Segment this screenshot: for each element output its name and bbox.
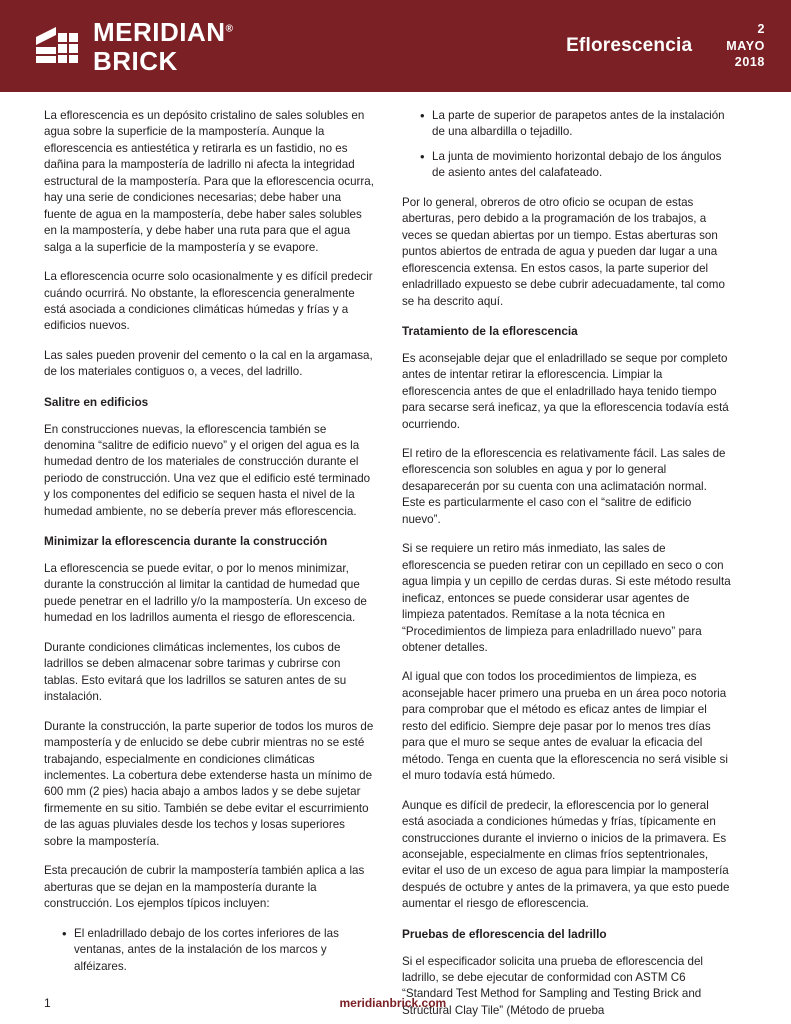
list-item: • El enladrillado debajo de los cortes inferiores de las ventanas, antes de la instalación de los marcos y alféizares. [62,926,374,975]
page-footer [0,982,791,1024]
brick-logo-icon [34,23,80,69]
paragraph: En construcciones nuevas, la eflorescencia también se denomina “salitre de edificio nuevo” y el origen del agua es la humedad dentro de los materiales de construcción durante el periodo de construcción. Una vez que el edificio esté terminado y los componentes del edificio se sequen hasta el nivel de la humedad ambiente, no se debería prever más eflorescencia. [44,422,371,518]
list-item: • La junta de movimiento horizontal debajo de los ángulos de asiento antes del calafateado. [420,149,732,182]
paragraph: Si se requiere un retiro más inmediato, las sales de eflorescencia se pueden retirar con un cepillado en seco o con agua limpia y un cepillo de cerdas duras. Si este método resulta ineficaz, entonces se puede considerar usar agentes de limpieza patentados. Remítase a la nota técnica en “Procedimientos de limpieza para enladrillado nuevo” para obtener detalles. [402,542,731,654]
issue-month: MAYO [726,38,765,53]
paragraph: La eflorescencia ocurre solo ocasionalmente y es difícil predecir cuándo ocurrirá. No obstante, la eflorescencia generalmente está asociada a condiciones climáticas húmedas y frías y a edificios nuevos. [44,270,373,333]
section-heading: Minimizar la eflorescencia durante la construcción [44,534,328,549]
paragraph: La eflorescencia es un depósito cristalino de sales solubles en agua sobre la superficie de la mampostería. Aunque la eflorescencia es antiestética y retirarla es un fastidio, no es dañina para la mampostería de ladrillo ni afecta la integridad estructural de la mampostería. Para que la eflorescencia ocurra, hay una serie de condiciones necesarias; debe haber una fuente de agua en la mampostería, debe haber sales solubles en la mampostería, y debe haber una ruta para que el agua salga a la superficie de la mampostería y se evapore. [44,109,374,254]
paragraph: Es aconsejable dejar que el enladrillado se seque por completo antes de intentar retirar la eflorescencia. Limpiar la eflorescencia antes de que el enladrillado haya tenido tiempo para secarse será ineficaz, ya que la eflorescencia todavía está ocurriendo. [402,351,729,431]
registered-trademark-icon: ® [225,22,234,34]
paragraph: El retiro de la eflorescencia es relativamente fácil. Las sales de eflorescencia son solubles en agua y por lo general desaparecerán por su cuenta con una aclimatación normal. Este es particularmente el caso con el “salitre de edificio nuevo”. [402,447,726,526]
bullet-list [402,108,732,182]
paragraph: Por lo general, obreros de otro oficio se ocupan de estas aberturas, pero debido a la programación de los trabajos, a veces se quedan abiertas por un tiempo. Estas aberturas son puntos abiertos de entrada de agua y pueden dar lugar a una eflorescencia extensa. En estos casos, la parte superior del enladrillado expuesto se debe cubrir adecuadamente, tal como se ha descrito aquí. [402,195,725,308]
brand-logo [34,16,234,76]
paragraph: Esta precaución de cubrir la mampostería también aplica a las aberturas que se dejan en la mampostería durante la construcción. Los ejemplos típicos incluyen: [44,864,365,911]
right-column [402,108,732,1017]
issue-info [726,21,765,71]
paragraph: Al igual que con todos los procedimientos de limpieza, es aconsejable hacer primero una prueba en un área poco notoria para comprobar que el método es eficaz antes de limpiar el resto del edificio. Siempre deje pasar por lo menos tres días para que el muro se seque antes de evaluar la eficacia del método. Tenga en cuenta que la eflorescencia no será visible si el muro todavía está húmedo. [402,670,728,783]
brand-line2-text: BRICK [93,45,178,76]
section-heading: Pruebas de eflorescencia del ladrillo [402,926,607,941]
page-number: 1 [44,996,51,1010]
paragraph: Aunque es difícil de predecir, la eflorescencia por lo general está asociada a condiciones húmedas y frías, típicamente en construcciones durante el invierno o inicios de la primavera. Es aconsejable, especialmente en climas fríos septentrionales, evitar el uso de un exceso de agua para limpiar la mampostería después de octubre y antes de la primavera, ya que esto puede aumentar el riesgo de eflorescencia. [402,798,730,911]
website-link[interactable]: meridianbrick.com [339,996,447,1010]
section-heading: Salitre en edificios [44,394,149,409]
page-header [0,0,791,92]
left-column [44,108,374,980]
paragraph: Durante la construcción, la parte superior de todos los muros de mampostería y de enlucido se debe cubrir mientras no se esté trabajando, especialmente en condiciones climáticas inclementes. La cobertura debe extenderse hasta un mínimo de 600 mm (2 pies) hacia abajo a ambos lados y se debe sujetar firmemente en su sitio. También se debe evitar el escurrimiento de las aguas pluviales desde los techos y losas superiores sobre la mampostería. [44,719,374,848]
section-heading: Tratamiento de la eflorescencia [402,323,578,338]
issue-number: 2 [757,22,765,37]
bullet-list [44,926,374,975]
paragraph: La eflorescencia se puede evitar, o por lo menos minimizar, durante la construcción al limitar la cantidad de humedad que puede penetrar en el ladrillo y/o la mampostería. Un exceso de humedad en los ladrillos aumenta el riesgo de eflorescencia. [44,562,367,625]
brand-line1-text: MERIDIAN [93,16,226,47]
document-title: Eflorescencia [566,35,693,56]
paragraph: Durante condiciones climáticas inclementes, los cubos de ladrillos se deben almacenar sobre tarimas y cubrirse con tablas. Esto evitará que los ladrillos se saturen antes de su instalación. [44,640,347,704]
issue-year: 2018 [734,55,765,70]
paragraph: Las sales pueden provenir del cemento o la cal en la argamasa, de los materiales contiguos o, a veces, del ladrillo. [44,348,373,379]
brand-wordmark [93,16,234,76]
list-item: • La parte de superior de parapetos antes de la instalación de una albardilla o tejadillo. [420,108,732,141]
paragraph: Si el especificador solicita una prueba de eflorescencia del ladrillo, se debe ejecutar de conformidad con ASTM C6 “Standard Test Method for Sampling and Testing Brick and Structural Clay Tile” (Método de prueba [402,954,703,1017]
